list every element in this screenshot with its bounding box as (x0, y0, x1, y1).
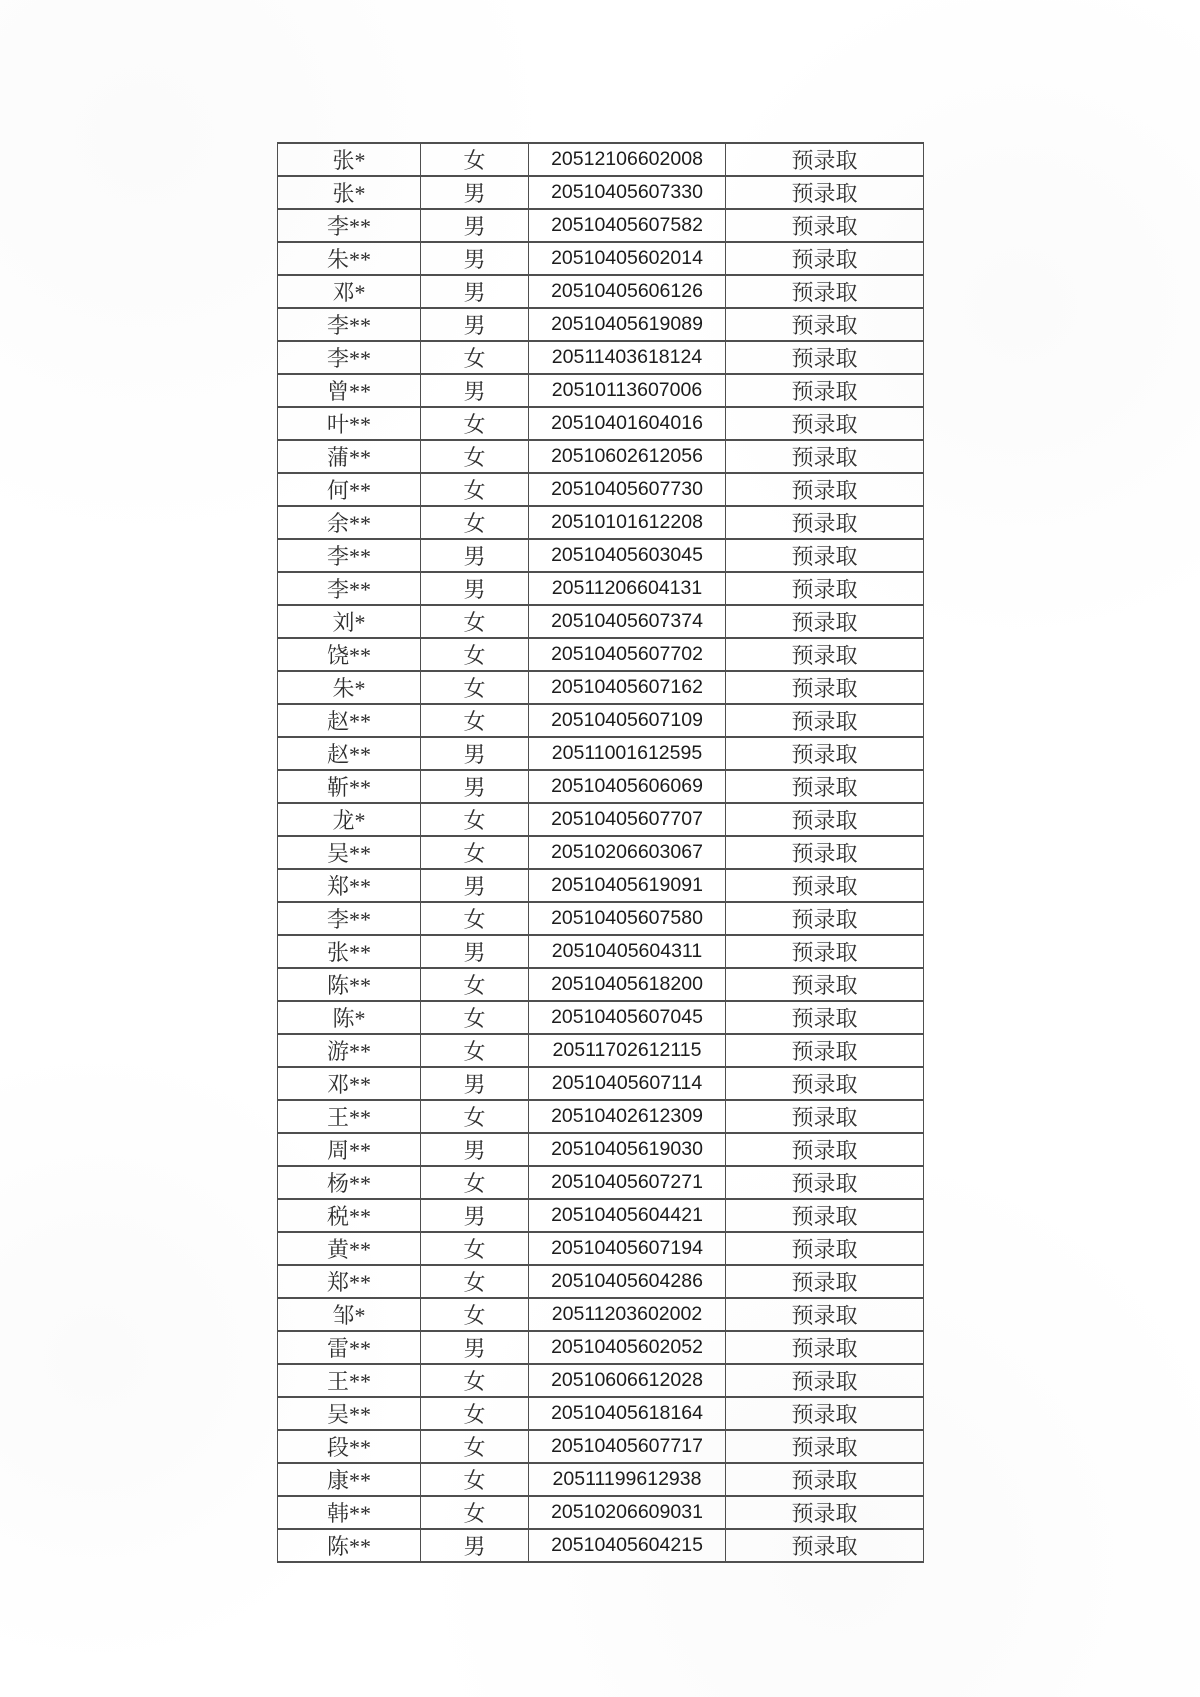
name-cell: 邹* (278, 1298, 421, 1331)
number-cell: 20510405618164 (529, 1397, 726, 1430)
status-cell: 预录取 (726, 275, 924, 308)
number-cell: 20510405603045 (529, 539, 726, 572)
table-row (278, 1496, 924, 1529)
name-cell: 吴** (278, 1397, 421, 1430)
number-cell: 20512106602008 (529, 143, 726, 176)
name-cell: 郑** (278, 1265, 421, 1298)
status-cell: 预录取 (726, 704, 924, 737)
status-cell: 预录取 (726, 1232, 924, 1265)
status-cell: 预录取 (726, 737, 924, 770)
status-cell: 预录取 (726, 869, 924, 902)
gender-cell: 男 (421, 935, 529, 968)
name-cell: 张* (278, 176, 421, 209)
status-cell: 预录取 (726, 572, 924, 605)
name-cell: 靳** (278, 770, 421, 803)
status-cell: 预录取 (726, 506, 924, 539)
number-cell: 20510405607374 (529, 605, 726, 638)
number-cell: 20510402612309 (529, 1100, 726, 1133)
table-row (278, 737, 924, 770)
name-cell: 陈** (278, 968, 421, 1001)
table-row (278, 1166, 924, 1199)
gender-cell: 男 (421, 1199, 529, 1232)
status-cell: 预录取 (726, 1496, 924, 1529)
table-row (278, 176, 924, 209)
gender-cell: 女 (421, 473, 529, 506)
table-row (278, 704, 924, 737)
gender-cell: 女 (421, 1001, 529, 1034)
name-cell: 张* (278, 143, 421, 176)
number-cell: 20510101612208 (529, 506, 726, 539)
status-cell: 预录取 (726, 1001, 924, 1034)
name-cell: 税** (278, 1199, 421, 1232)
name-cell: 王** (278, 1364, 421, 1397)
table-row (278, 803, 924, 836)
name-cell: 曾** (278, 374, 421, 407)
gender-cell: 男 (421, 275, 529, 308)
number-cell: 20510405607271 (529, 1166, 726, 1199)
number-cell: 20510405607730 (529, 473, 726, 506)
name-cell: 李** (278, 539, 421, 572)
gender-cell: 女 (421, 143, 529, 176)
table-row (278, 1232, 924, 1265)
table-row (278, 1001, 924, 1034)
table-row (278, 770, 924, 803)
gender-cell: 男 (421, 1331, 529, 1364)
gender-cell: 女 (421, 440, 529, 473)
number-cell: 20510602612056 (529, 440, 726, 473)
table-row (278, 473, 924, 506)
name-cell: 蒲** (278, 440, 421, 473)
name-cell: 邓** (278, 1067, 421, 1100)
gender-cell: 女 (421, 803, 529, 836)
gender-cell: 女 (421, 638, 529, 671)
name-cell: 陈* (278, 1001, 421, 1034)
name-cell: 王** (278, 1100, 421, 1133)
gender-cell: 男 (421, 209, 529, 242)
number-cell: 20510606612028 (529, 1364, 726, 1397)
gender-cell: 男 (421, 869, 529, 902)
table-row (278, 1067, 924, 1100)
number-cell: 20510405619030 (529, 1133, 726, 1166)
gender-cell: 男 (421, 737, 529, 770)
table-row (278, 341, 924, 374)
gender-cell: 女 (421, 671, 529, 704)
table-row (278, 869, 924, 902)
table-row (278, 1463, 924, 1496)
name-cell: 饶** (278, 638, 421, 671)
table-row (278, 242, 924, 275)
gender-cell: 女 (421, 1364, 529, 1397)
status-cell: 预录取 (726, 803, 924, 836)
gender-cell: 女 (421, 836, 529, 869)
gender-cell: 女 (421, 1166, 529, 1199)
status-cell: 预录取 (726, 1298, 924, 1331)
table-row (278, 836, 924, 869)
status-cell: 预录取 (726, 1067, 924, 1100)
gender-cell: 女 (421, 1496, 529, 1529)
gender-cell: 女 (421, 1034, 529, 1067)
number-cell: 20511206604131 (529, 572, 726, 605)
gender-cell: 女 (421, 1232, 529, 1265)
number-cell: 20510405607162 (529, 671, 726, 704)
number-cell: 20510405607109 (529, 704, 726, 737)
number-cell: 20510206609031 (529, 1496, 726, 1529)
number-cell: 20510401604016 (529, 407, 726, 440)
status-cell: 预录取 (726, 836, 924, 869)
gender-cell: 女 (421, 1100, 529, 1133)
name-cell: 黄** (278, 1232, 421, 1265)
gender-cell: 男 (421, 572, 529, 605)
table-row (278, 1331, 924, 1364)
status-cell: 预录取 (726, 968, 924, 1001)
name-cell: 李** (278, 902, 421, 935)
status-cell: 预录取 (726, 143, 924, 176)
number-cell: 20510405607045 (529, 1001, 726, 1034)
number-cell: 20510405604215 (529, 1529, 726, 1562)
name-cell: 游** (278, 1034, 421, 1067)
table-row (278, 1100, 924, 1133)
number-cell: 20510113607006 (529, 374, 726, 407)
number-cell: 20510405607580 (529, 902, 726, 935)
table-row (278, 1034, 924, 1067)
gender-cell: 女 (421, 704, 529, 737)
status-cell: 预录取 (726, 242, 924, 275)
name-cell: 张** (278, 935, 421, 968)
name-cell: 吴** (278, 836, 421, 869)
number-cell: 20510405606069 (529, 770, 726, 803)
name-cell: 韩** (278, 1496, 421, 1529)
number-cell: 20510405619089 (529, 308, 726, 341)
number-cell: 20510405604421 (529, 1199, 726, 1232)
name-cell: 刘* (278, 605, 421, 638)
status-cell: 预录取 (726, 1430, 924, 1463)
status-cell: 预录取 (726, 209, 924, 242)
gender-cell: 男 (421, 770, 529, 803)
name-cell: 李** (278, 209, 421, 242)
name-cell: 龙* (278, 803, 421, 836)
table-row (278, 605, 924, 638)
table-row (278, 902, 924, 935)
number-cell: 20510405602014 (529, 242, 726, 275)
status-cell: 预录取 (726, 374, 924, 407)
status-cell: 预录取 (726, 440, 924, 473)
number-cell: 20510405604311 (529, 935, 726, 968)
number-cell: 20510206603067 (529, 836, 726, 869)
status-cell: 预录取 (726, 1331, 924, 1364)
table-row (278, 374, 924, 407)
status-cell: 预录取 (726, 638, 924, 671)
number-cell: 20511403618124 (529, 341, 726, 374)
status-cell: 预录取 (726, 1364, 924, 1397)
admission-table-body (278, 143, 924, 1562)
table-row (278, 1430, 924, 1463)
status-cell: 预录取 (726, 770, 924, 803)
table-row (278, 671, 924, 704)
status-cell: 预录取 (726, 308, 924, 341)
name-cell: 朱* (278, 671, 421, 704)
gender-cell: 女 (421, 1430, 529, 1463)
gender-cell: 女 (421, 1298, 529, 1331)
gender-cell: 女 (421, 506, 529, 539)
number-cell: 20510405607114 (529, 1067, 726, 1100)
table-row (278, 275, 924, 308)
gender-cell: 女 (421, 341, 529, 374)
table-row (278, 1298, 924, 1331)
number-cell: 20510405607707 (529, 803, 726, 836)
gender-cell: 女 (421, 1397, 529, 1430)
table-row (278, 407, 924, 440)
gender-cell: 男 (421, 1133, 529, 1166)
name-cell: 朱** (278, 242, 421, 275)
number-cell: 20511702612115 (529, 1034, 726, 1067)
number-cell: 20510405607582 (529, 209, 726, 242)
table-row (278, 1364, 924, 1397)
name-cell: 郑** (278, 869, 421, 902)
gender-cell: 男 (421, 1067, 529, 1100)
status-cell: 预录取 (726, 1463, 924, 1496)
table-row (278, 1199, 924, 1232)
table-row (278, 1529, 924, 1562)
name-cell: 周** (278, 1133, 421, 1166)
status-cell: 预录取 (726, 1397, 924, 1430)
gender-cell: 男 (421, 308, 529, 341)
gender-cell: 男 (421, 242, 529, 275)
gender-cell: 女 (421, 1463, 529, 1496)
status-cell: 预录取 (726, 539, 924, 572)
number-cell: 20510405602052 (529, 1331, 726, 1364)
status-cell: 预录取 (726, 1265, 924, 1298)
table-row (278, 143, 924, 176)
name-cell: 段** (278, 1430, 421, 1463)
status-cell: 预录取 (726, 935, 924, 968)
table-row (278, 209, 924, 242)
status-cell: 预录取 (726, 407, 924, 440)
table-row (278, 539, 924, 572)
gender-cell: 女 (421, 407, 529, 440)
name-cell: 余** (278, 506, 421, 539)
status-cell: 预录取 (726, 1166, 924, 1199)
gender-cell: 女 (421, 902, 529, 935)
number-cell: 20510405607330 (529, 176, 726, 209)
status-cell: 预录取 (726, 671, 924, 704)
status-cell: 预录取 (726, 1529, 924, 1562)
number-cell: 20511001612595 (529, 737, 726, 770)
table-row (278, 638, 924, 671)
name-cell: 叶** (278, 407, 421, 440)
number-cell: 20511199612938 (529, 1463, 726, 1496)
number-cell: 20510405604286 (529, 1265, 726, 1298)
name-cell: 陈** (278, 1529, 421, 1562)
name-cell: 赵** (278, 737, 421, 770)
gender-cell: 女 (421, 968, 529, 1001)
status-cell: 预录取 (726, 341, 924, 374)
status-cell: 预录取 (726, 473, 924, 506)
name-cell: 李** (278, 341, 421, 374)
gender-cell: 女 (421, 1265, 529, 1298)
gender-cell: 男 (421, 176, 529, 209)
name-cell: 李** (278, 308, 421, 341)
name-cell: 雷** (278, 1331, 421, 1364)
number-cell: 20510405606126 (529, 275, 726, 308)
name-cell: 赵** (278, 704, 421, 737)
gender-cell: 男 (421, 1529, 529, 1562)
gender-cell: 男 (421, 374, 529, 407)
table-row (278, 308, 924, 341)
number-cell: 20510405607717 (529, 1430, 726, 1463)
status-cell: 预录取 (726, 1100, 924, 1133)
status-cell: 预录取 (726, 1199, 924, 1232)
table-row (278, 968, 924, 1001)
admission-table (277, 142, 924, 1563)
number-cell: 20511203602002 (529, 1298, 726, 1331)
gender-cell: 女 (421, 605, 529, 638)
table-row (278, 935, 924, 968)
status-cell: 预录取 (726, 902, 924, 935)
number-cell: 20510405618200 (529, 968, 726, 1001)
name-cell: 邓* (278, 275, 421, 308)
table-row (278, 440, 924, 473)
status-cell: 预录取 (726, 605, 924, 638)
status-cell: 预录取 (726, 1133, 924, 1166)
table-row (278, 572, 924, 605)
status-cell: 预录取 (726, 1034, 924, 1067)
number-cell: 20510405619091 (529, 869, 726, 902)
table-row (278, 1265, 924, 1298)
number-cell: 20510405607194 (529, 1232, 726, 1265)
gender-cell: 男 (421, 539, 529, 572)
name-cell: 康** (278, 1463, 421, 1496)
name-cell: 李** (278, 572, 421, 605)
number-cell: 20510405607702 (529, 638, 726, 671)
table-row (278, 1397, 924, 1430)
status-cell: 预录取 (726, 176, 924, 209)
name-cell: 何** (278, 473, 421, 506)
table-row (278, 506, 924, 539)
table-row (278, 1133, 924, 1166)
name-cell: 杨** (278, 1166, 421, 1199)
